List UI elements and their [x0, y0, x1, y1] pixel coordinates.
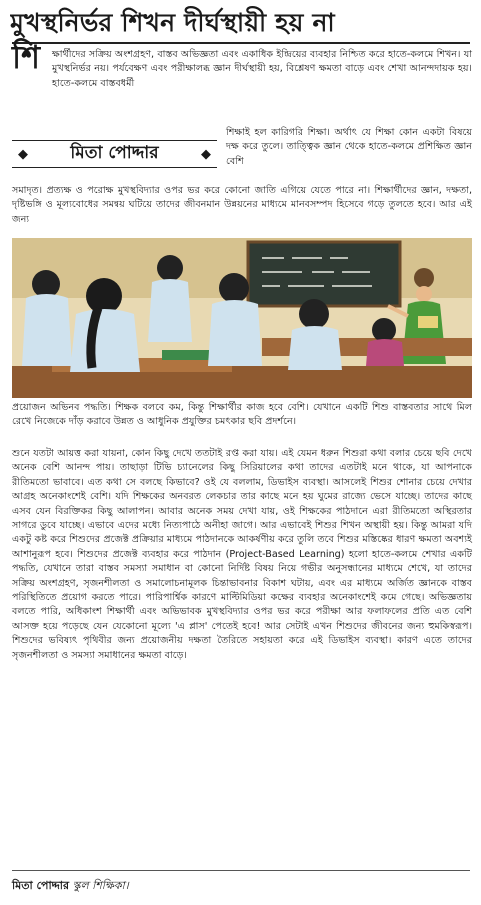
- side-paragraph: শিক্ষাই হল কারিগরি শিক্ষা। অর্থাৎ যে শিক্ষা কোন একটা বিষয়ে দক্ষ করে তুলে। তাত্ত্বিক জ্ঞান থেকে হাতে-কলমে প্রশিক্ষিত জ্ঞান বেশি: [226, 127, 472, 167]
- drop-cap: শি: [12, 38, 41, 76]
- paragraph-3: শুনে যতটা আয়ত্ত করা যায়না, কোন কিছু দেখে ততটাই রপ্ত করা যায়। এই যেমন ধরুন শিশুরা কথা বলার চেয়ে ছবি দেখে অনেক বেশি আনন্দ পায়। তাছাড়া টিভি চ্যানেলের কিছু সিরিয়ালের কথা তাদের এতটাই মনে থাকে, যা আপনাকে রীতিমতো ভাবাবে। এত কথা সে বলছে কিভাবে? ওই যে বললাম, ডিভাইস ব্যবস্থা। আসলেই শিশুর শোনার চেয়ে দেখার আগ্রহ অনেকাংশেই বেশি। যদি শিক্ষকের অনবরত লেকচার তার কাছে মনে হয় ঘুমের রাজ্যে ভেসে যাচ্ছে। তাদের কাছে এসব যেন বিরক্তিকর কিছু আলাপন। আবার অনেক সময় দেখা যায়, ওই শিক্ষকের পাঠদানে এরা রীতিমতো অস্থিরতার সাগরে ডুবে যাচ্ছে। এভাবে এদের মধ্যে নিত্যপাঠে অনীহা জাগে। আর এভাবেই শিশুর শিখন অস্থায়ী হয়। কিন্তু আমরা যদি একটু কষ্ট করে শিশুদের প্রজেক্ট প্রক্রিয়ার মাধ্যমে পাঠদানকে আকর্ষণীয় করে তুলি তবে শিশুর মস্তিষ্কের ধারণ ক্ষমতা অবশ্যই আশানুরূপ হবে। শিশুদের প্রজেক্ট ব্যবহার করে পাঠদান (Project-Based Learning) হলো হাতে-কলমে শেখার একটি পদ্ধতি, যেখানে তারা বাস্তব সমস্যা সমাধান বা কোনো নির্দিষ্ট বিষয় নিয়ে গভীর অনুসন্ধানের মাধ্যমে শেখে, যা তাদের সক্রিয় অংশগ্রহণ, সৃজনশীলতা ও সমালোচনামূলক চিন্তাভাবনার বিকাশ ঘটায়, এবং এর মাধ্যমে অর্জিত জ্ঞানকে বাস্তব পরিস্থিতিতে প্রয়োগ করতে পারে। পারিপার্শ্বিক কারণে মাল্টিমিডিয়া কক্ষের ব্যবহার অনেকাংশেই কমে গেছে। অভিজ্ঞতায় বলতে পারি, অধিকাংশ শিক্ষার্থী এবং অভিভাবক মুখস্থবিদ্যার ওপর ভর করে পরীক্ষা আর ফলাফলের প্রতি এত বেশি আসক্ত হয়ে পড়েছে যেন যেকোনো মূল্যে 'এ প্লাস' পেতেই হবে! আর সেটাই এখন শিশুদের জীবনের জন্য হুমকিস্বরূপ। শিশুদের ভবিষ্যৎ পৃথিবীর জন্য প্রয়োজনীয় দক্ষতা তৈরিতে সহায়তা করে এই ডিভাইস ব্যবস্থা। কারণ এতে তাদের সৃজনশীলতা ও সমস্যা সমাধানের ক্ষমতা বাড়ে।: [12, 448, 472, 661]
- intro-paragraph: ক্ষার্থীদের সক্রিয় অংশগ্রহণ, বাস্তব অভিজ্ঞতা এবং একাধিক ইন্দ্রিয়ের ব্যবহার নিশ্চিত করে হাতে-কলমে শিখন। যা মুখস্থনির্ভর নয়। পর্যবেক্ষণ এবং পরীক্ষালব্ধ জ্ঞান দীর্ঘস্থায়ী হয়, বিশ্লেষণ ক্ষমতা বাড়ে এবং শেখা আনন্দদায়ক হয়। হাতে-কলমে বাস্তবধর্মী: [52, 49, 472, 89]
- footer-rule: [12, 870, 470, 871]
- classroom-illustration: [12, 238, 472, 398]
- signature-title: স্কুল শিক্ষিকা।: [72, 879, 129, 892]
- byline-name: মিতা পোদ্দার: [70, 143, 159, 163]
- article-headline: মুখস্থনির্ভর শিখন দীর্ঘস্থায়ী হয় না: [10, 8, 335, 37]
- author-signature: [12, 877, 129, 896]
- classroom-illustration-svg: [12, 238, 472, 398]
- signature-name: মিতা পোদ্দার: [12, 879, 70, 892]
- paragraph-1-end: সমাদৃত। প্রত্যক্ষ ও পরোক্ষ মুখস্থবিদ্যার ওপর ভর করে কোনো জাতি এগিয়ে যেতে পারে না। শিক্ষার্থীদের জ্ঞান, দক্ষতা, দৃষ্টিভঙ্গি ও মূল্যবোধের সমন্বয় ঘটিয়ে তাদের জীবনমান উন্নয়নের মাধ্যমে মানবসম্পদ হিসেবে গড়ে তুলতে হবে। আর এই জন্য: [12, 185, 472, 225]
- headline-rule: [12, 42, 470, 44]
- paragraph-2: প্রয়োজন অভিনব পদ্ধতি। শিক্ষক বলবে কম, কিন্তু শিক্ষার্থীর কাজ হবে বেশি। যেখানে একটি শিশু বাস্তবতার সাথে মিল রেখে নিজেকে দাঁড় করাবে উন্নত ও আধুনিক প্রযুক্তির চমৎকার ছবি প্রদর্শনে।: [12, 402, 472, 428]
- author-byline: [12, 140, 217, 168]
- diamond-icon: ◆: [18, 146, 28, 162]
- diamond-icon: ◆: [200, 146, 211, 162]
